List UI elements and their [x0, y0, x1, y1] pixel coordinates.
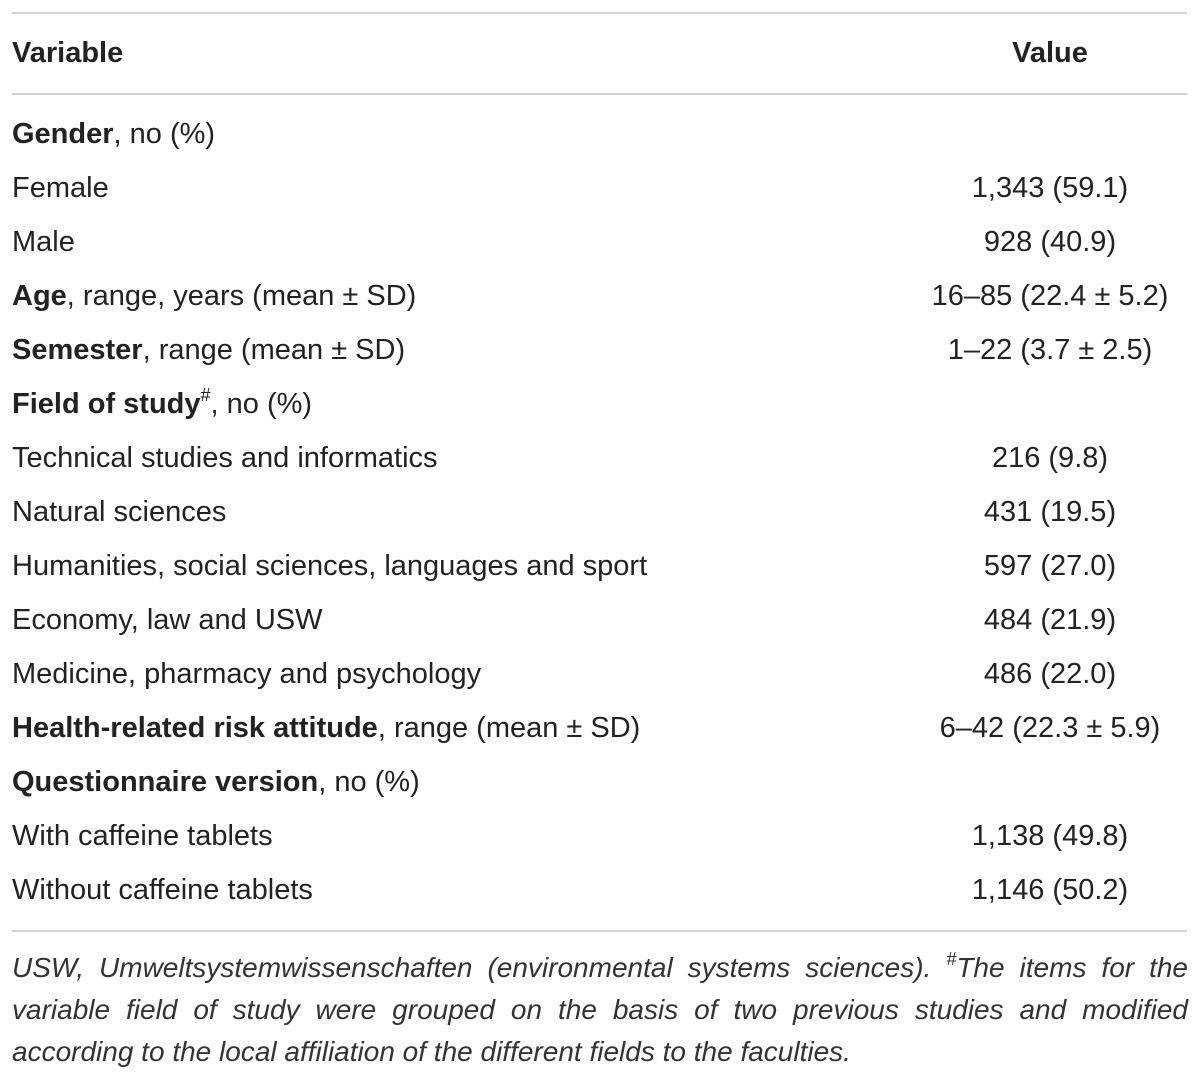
row-variable-detail: , range, years (mean ± SD)	[66, 280, 417, 312]
table-row	[0, 593, 1200, 647]
table-top-rule	[12, 12, 1187, 14]
table-row	[0, 809, 1200, 863]
row-variable-name: Age	[12, 280, 67, 312]
row-variable	[12, 863, 313, 917]
row-variable-detail: Humanities, social sciences, languages and sport	[12, 550, 648, 582]
table-header	[0, 30, 1200, 76]
row-variable-detail: Male	[12, 226, 75, 258]
row-value: 16–85 (22.4 ± 5.2)	[931, 280, 1169, 312]
row-value: 486 (22.0)	[983, 658, 1117, 690]
row-variable-detail: Medicine, pharmacy and psychology	[12, 658, 482, 690]
row-variable	[12, 323, 405, 377]
row-variable-detail: Technical studies and informatics	[12, 442, 438, 474]
row-variable-name: Semester	[12, 334, 143, 366]
table-footnote	[12, 947, 1188, 1073]
table-row	[0, 755, 1200, 809]
table-row	[0, 215, 1200, 269]
row-variable	[12, 431, 438, 485]
table-row	[0, 863, 1200, 917]
row-variable	[12, 215, 75, 269]
row-variable-detail: , range (mean ± SD)	[377, 712, 641, 744]
row-variable-detail: , no (%)	[318, 766, 420, 798]
row-value: 1,138 (49.8)	[971, 820, 1129, 852]
table-body	[0, 107, 1200, 917]
row-variable	[12, 647, 481, 701]
row-variable	[12, 755, 420, 809]
table-row	[0, 107, 1200, 161]
row-variable	[12, 809, 273, 863]
table-row	[0, 269, 1200, 323]
row-variable	[12, 593, 323, 647]
table-row	[0, 647, 1200, 701]
table-row	[0, 539, 1200, 593]
row-variable-detail: Female	[12, 172, 109, 204]
table-row	[0, 323, 1200, 377]
table-row	[0, 377, 1200, 431]
header-variable: Variable	[12, 37, 124, 69]
row-variable-detail: Without caffeine tablets	[12, 874, 313, 906]
row-variable-detail: , no (%)	[210, 388, 313, 420]
row-variable	[12, 485, 226, 539]
header-value: Value	[1012, 37, 1088, 69]
row-variable	[12, 269, 416, 323]
footnote-marker: #	[946, 949, 957, 969]
row-variable	[12, 377, 312, 431]
row-value: 597 (27.0)	[983, 550, 1117, 582]
footnote-text-1: USW, Umweltsystemwissenschaften (environmental systems sciences).	[12, 952, 947, 983]
row-variable	[12, 539, 647, 593]
row-value: 1,343 (59.1)	[971, 172, 1129, 204]
row-value: 1,146 (50.2)	[971, 874, 1129, 906]
row-variable-name: Field of study	[12, 388, 201, 420]
row-variable	[12, 701, 640, 755]
row-variable-detail: , no (%)	[113, 118, 216, 150]
row-variable-name: Health-related risk attitude	[12, 712, 378, 744]
row-value: 484 (21.9)	[983, 604, 1117, 636]
table-header-rule	[12, 93, 1187, 95]
footnote-text-2: The items for the variable field of study were grouped on the basis of two previous studies and modified according to the local affiliation of the different fields to the faculties.	[12, 952, 1188, 1067]
row-value: 6–42 (22.3 ± 5.9)	[939, 712, 1161, 744]
row-value: 1–22 (3.7 ± 2.5)	[947, 334, 1153, 366]
row-variable-detail: Natural sciences	[12, 496, 227, 528]
row-value: 928 (40.9)	[983, 226, 1117, 258]
row-variable-detail: With caffeine tablets	[12, 820, 273, 852]
row-variable-detail: , range (mean ± SD)	[142, 334, 406, 366]
row-footnote-marker: #	[200, 385, 211, 405]
table-row	[0, 431, 1200, 485]
row-variable-detail: Economy, law and USW	[12, 604, 323, 636]
row-variable-name: Questionnaire version	[12, 766, 319, 798]
row-value: 216 (9.8)	[991, 442, 1109, 474]
table-row	[0, 161, 1200, 215]
row-variable	[12, 107, 215, 161]
row-variable-name: Gender	[12, 118, 114, 150]
row-value: 431 (19.5)	[983, 496, 1117, 528]
table-row	[0, 485, 1200, 539]
table-bottom-rule	[12, 930, 1187, 932]
table-row	[0, 701, 1200, 755]
row-variable	[12, 161, 109, 215]
